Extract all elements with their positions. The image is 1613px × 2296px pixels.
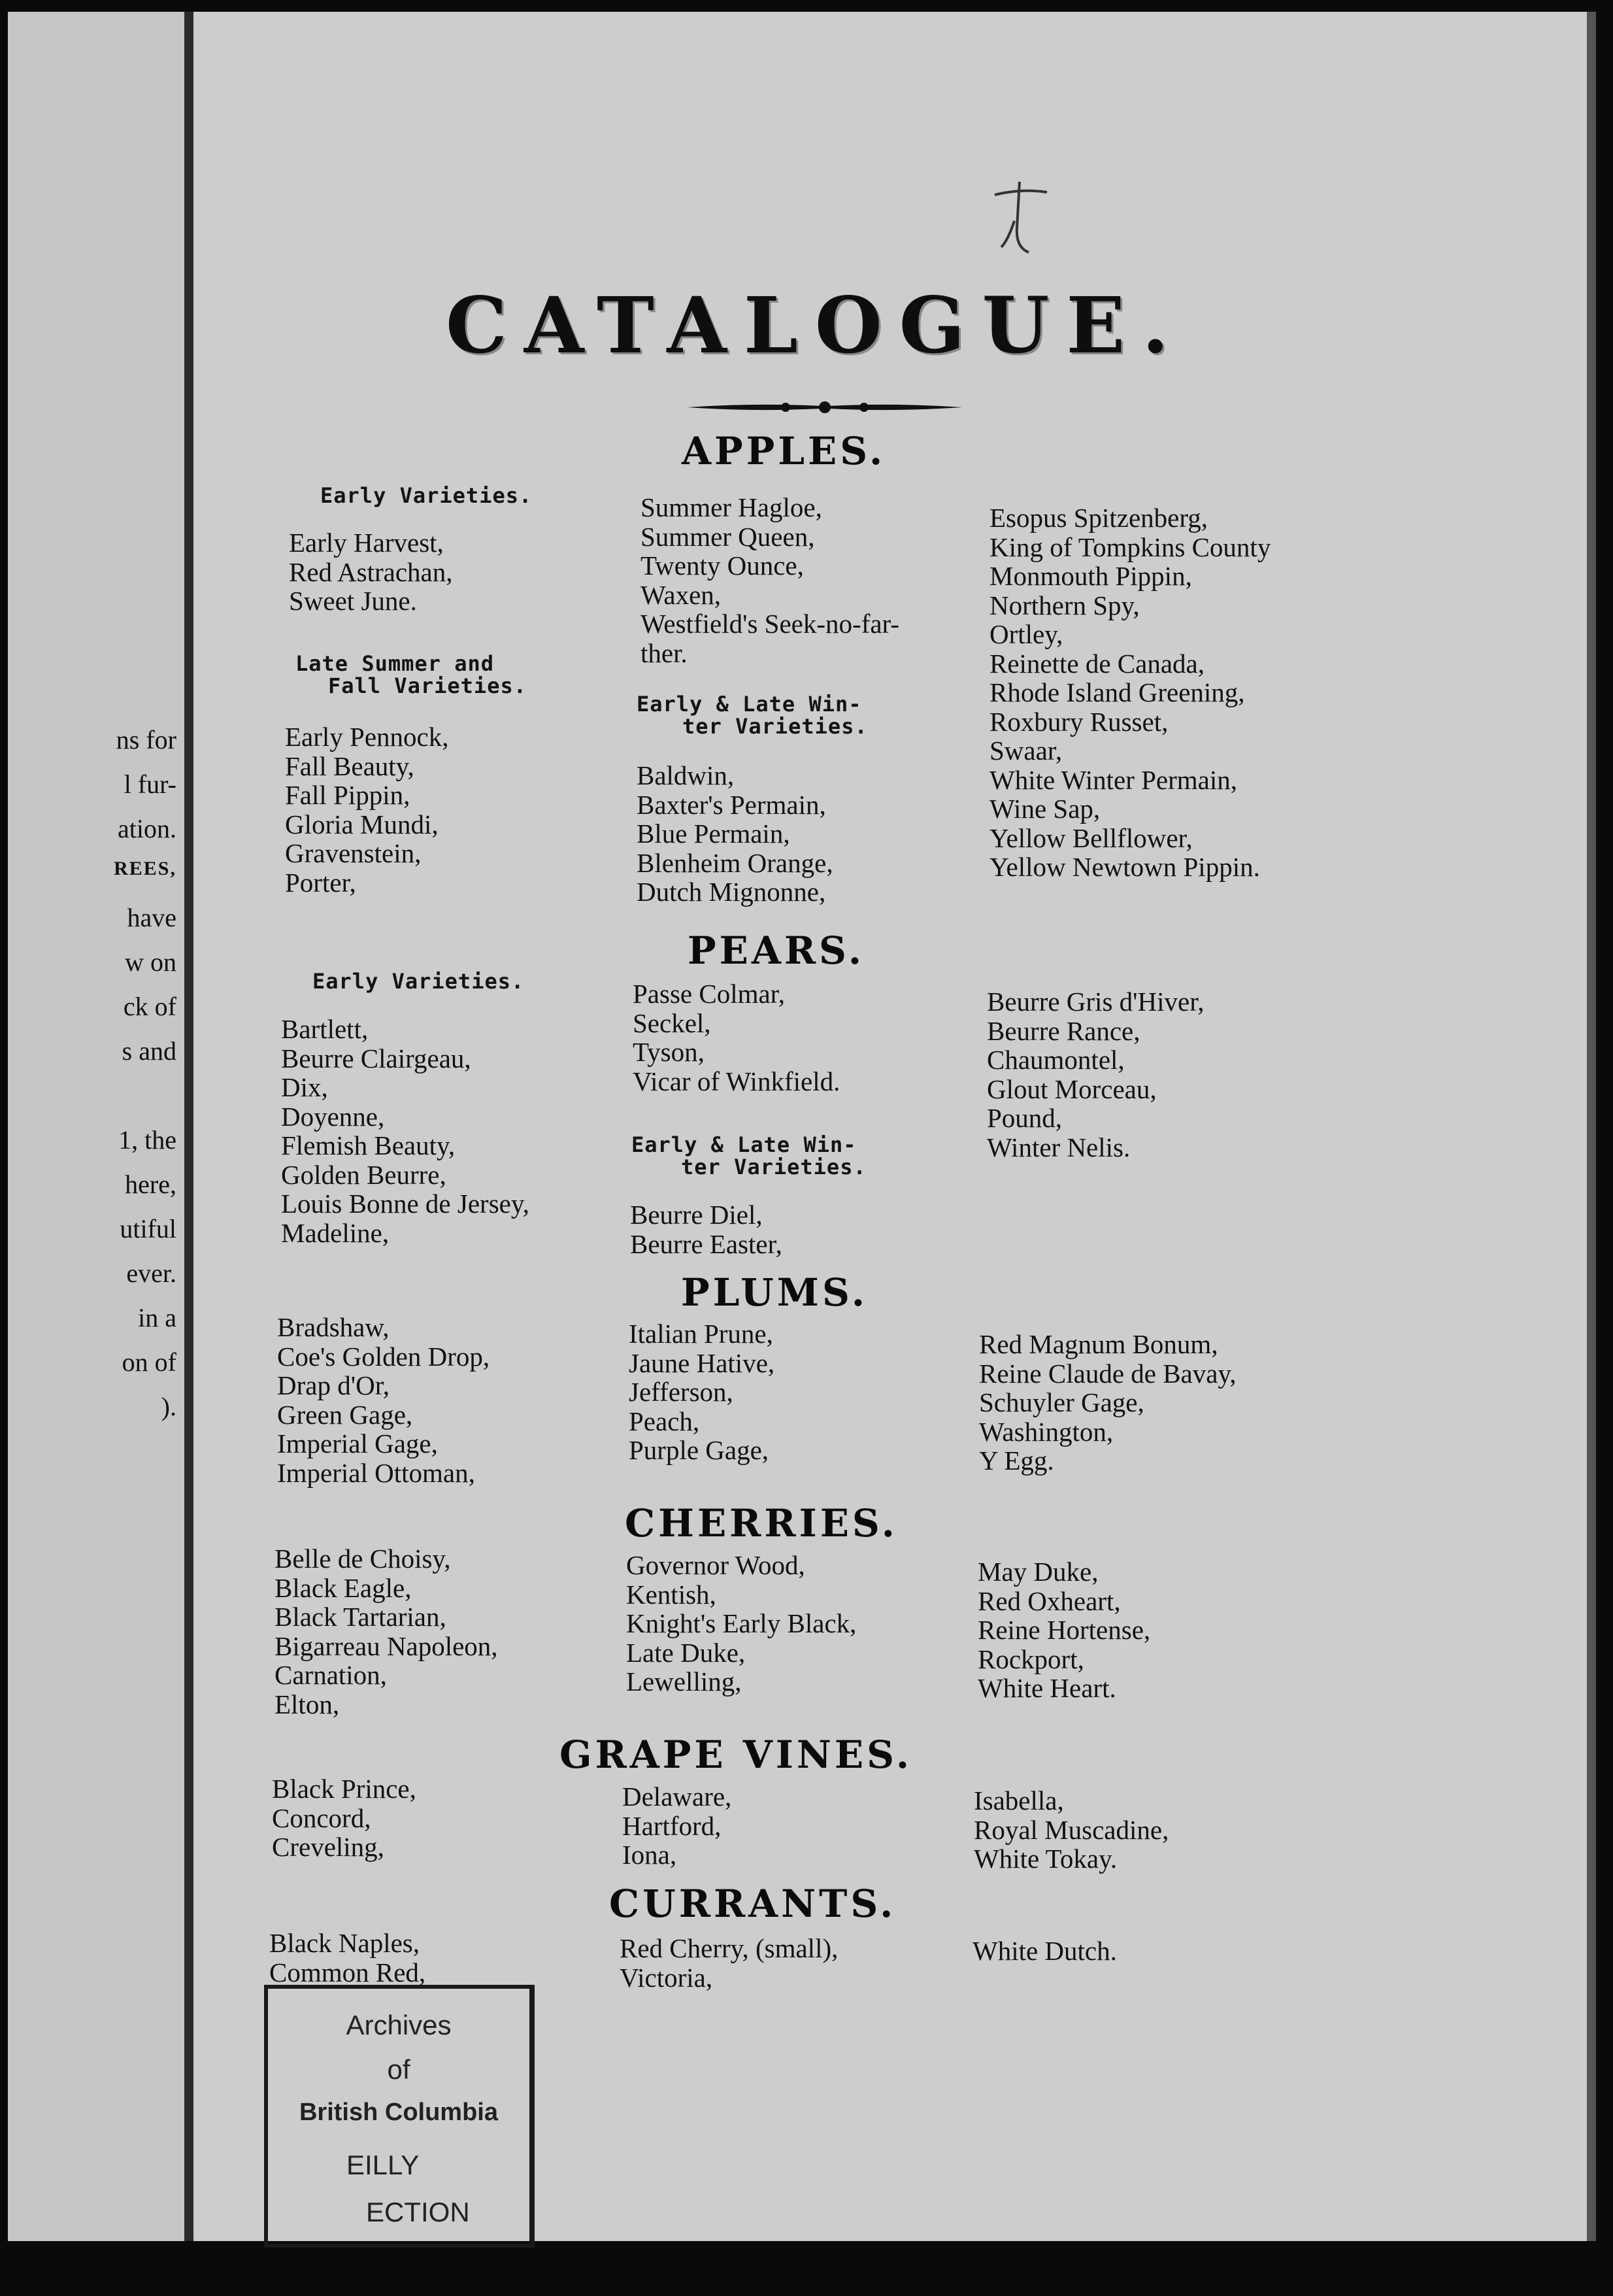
facing-page-text-fragment: ck of <box>123 992 176 1021</box>
currants-col2-list <box>620 1934 838 1992</box>
variety-item: Knight's Early Black, <box>626 1608 857 1638</box>
variety-item: Black Eagle, <box>274 1572 412 1603</box>
variety-item: Creveling, <box>272 1832 384 1862</box>
archive-stamp <box>264 1985 535 2248</box>
variety-item: Fall Pippin, <box>285 780 410 810</box>
variety-item: May Duke, <box>978 1557 1099 1587</box>
variety-item: Y Egg. <box>979 1445 1054 1476</box>
facing-page-text-fragment: REES, <box>114 858 176 879</box>
variety-item: Louis Bonne de Jersey, <box>281 1189 529 1219</box>
variety-item: Beurre Diel, <box>630 1200 763 1230</box>
facing-page-text-fragment: w on <box>125 947 176 977</box>
variety-item: Beurre Rance, <box>987 1015 1140 1046</box>
variety-item: White Tokay. <box>974 1844 1118 1874</box>
pears-col3-list <box>987 987 1205 1162</box>
grape-vines-heading: GRAPE VINES. <box>559 1732 913 1777</box>
variety-item: Iona, <box>622 1840 677 1870</box>
apples-col3-list <box>989 503 1271 882</box>
variety-item: ther. <box>640 637 688 668</box>
variety-item: Rockport, <box>978 1644 1084 1674</box>
variety-item: Bradshaw, <box>277 1312 390 1342</box>
variety-item: King of Tompkins County <box>989 532 1271 562</box>
variety-item: Wine Sap, <box>989 794 1101 824</box>
apples-heading: APPLES. <box>682 429 886 473</box>
variety-item: Yellow Newtown Pippin. <box>989 852 1260 882</box>
apples-winter-label-2: ter Varieties. <box>682 714 868 739</box>
currants-col1-list <box>269 1929 425 1987</box>
variety-item: Bigarreau Napoleon, <box>274 1630 498 1661</box>
variety-item: Vicar of Winkfield. <box>633 1066 840 1096</box>
facing-page-text-fragment: have <box>127 903 176 932</box>
variety-item: Reine Hortense, <box>978 1615 1151 1645</box>
page-gutter <box>184 12 193 2241</box>
variety-item: Black Tartarian, <box>274 1602 446 1632</box>
title-ornament <box>688 397 962 417</box>
grape-vines-col3-list <box>974 1786 1169 1874</box>
variety-item: Jefferson, <box>629 1377 733 1407</box>
currants-heading: CURRANTS. <box>609 1882 897 1926</box>
variety-item: Black Prince, <box>272 1774 416 1804</box>
variety-item: Elton, <box>274 1689 340 1719</box>
variety-item: Beurre Easter, <box>630 1228 782 1259</box>
stamp-line-5: ECTION <box>366 2197 470 2227</box>
variety-item: Victoria, <box>620 1962 713 1993</box>
variety-item: Carnation, <box>274 1660 387 1690</box>
variety-item: Northern Spy, <box>989 590 1140 620</box>
variety-item: Baldwin, <box>637 760 735 790</box>
facing-page-text-fragment: s and <box>122 1036 176 1066</box>
pears-winter-list <box>630 1200 782 1258</box>
variety-item: Isabella, <box>974 1785 1064 1815</box>
variety-item: Seckel, <box>633 1007 711 1038</box>
variety-item: Twenty Ounce, <box>640 550 804 581</box>
variety-item: Concord, <box>272 1802 371 1833</box>
stamp-line-4: EILLY <box>346 2150 420 2180</box>
variety-item: Red Magnum Bonum, <box>979 1329 1218 1359</box>
variety-item: Golden Beurre, <box>281 1159 446 1190</box>
grape-vines-col2-list <box>622 1782 731 1870</box>
variety-item: Coe's Golden Drop, <box>277 1341 490 1372</box>
plums-col3-list <box>979 1330 1237 1476</box>
variety-item: Peach, <box>629 1406 700 1436</box>
variety-item: Washington, <box>979 1416 1114 1447</box>
variety-item: Imperial Ottoman, <box>277 1457 475 1488</box>
variety-item: Sweet June. <box>289 586 417 616</box>
pears-heading: PEARS. <box>688 928 865 973</box>
variety-item: Chaumontel, <box>987 1045 1125 1075</box>
variety-item: Baxter's Permain, <box>637 789 826 820</box>
variety-item: Westfield's Seek-no-far- <box>640 609 900 639</box>
stamp-line-of: of <box>387 2054 410 2085</box>
variety-item: Red Oxheart, <box>978 1585 1121 1616</box>
variety-item: Monmouth Pippin, <box>989 561 1192 591</box>
variety-item: Glout Morceau, <box>987 1073 1157 1104</box>
variety-item: White Heart. <box>978 1673 1116 1703</box>
pears-col2-list <box>633 979 840 1096</box>
variety-item: Doyenne, <box>281 1101 385 1132</box>
cherries-col1-list <box>274 1544 498 1719</box>
facing-page-text-fragment: utiful <box>120 1214 176 1243</box>
variety-item: Kentish, <box>626 1579 716 1610</box>
grape-vines-col1-list <box>272 1774 416 1862</box>
variety-item: Esopus Spitzenberg, <box>989 503 1208 533</box>
variety-item: Bartlett, <box>281 1014 369 1044</box>
facing-page-text-fragment: on of <box>122 1347 176 1377</box>
facing-page-edge <box>8 12 184 2241</box>
cherries-col3-list <box>978 1557 1150 1703</box>
plums-col2-list <box>629 1319 774 1465</box>
pears-early-label: Early Varieties. <box>312 969 525 994</box>
pears-winter-label-1: Early & Late Win- <box>631 1132 857 1157</box>
variety-item: Swaar, <box>989 735 1063 766</box>
variety-item: Tyson, <box>633 1037 705 1067</box>
variety-item: Dix, <box>281 1072 328 1102</box>
variety-item: Ortley, <box>989 619 1063 649</box>
variety-item: Green Gage, <box>277 1399 413 1430</box>
variety-item: Summer Hagloe, <box>640 492 822 522</box>
plums-col1-list <box>277 1313 490 1487</box>
variety-item: Italian Prune, <box>629 1319 773 1349</box>
variety-item: Red Astrachan, <box>289 556 453 587</box>
apples-col2-list <box>640 493 899 667</box>
pencil-mark <box>982 175 1060 260</box>
currants-col3-list <box>973 1936 1117 1966</box>
variety-item: Pound, <box>987 1103 1063 1133</box>
variety-item: Porter, <box>285 867 356 898</box>
variety-item: Royal Muscadine, <box>974 1814 1169 1845</box>
variety-item: Roxbury Russet, <box>989 706 1169 737</box>
variety-item: Blenheim Orange, <box>637 847 833 878</box>
variety-item: Blue Permain, <box>637 819 790 849</box>
variety-item: Early Pennock, <box>285 722 449 752</box>
stamp-line-institution: British Columbia <box>299 2099 499 2126</box>
variety-item: White Dutch. <box>973 1936 1117 1966</box>
stamp-line-archives: Archives <box>346 2010 452 2040</box>
variety-item: Lewelling, <box>626 1666 742 1697</box>
variety-item: Drap d'Or, <box>277 1370 390 1400</box>
variety-item: Fall Beauty, <box>285 751 414 781</box>
facing-page-text-fragment: ns for <box>116 725 176 754</box>
variety-item: Delaware, <box>622 1781 732 1812</box>
variety-item: Rhode Island Greening, <box>989 677 1245 707</box>
apples-late-summer-list <box>285 722 448 897</box>
variety-item: Black Naples, <box>269 1928 420 1958</box>
variety-item: Passe Colmar, <box>633 979 785 1009</box>
variety-item: Early Harvest, <box>289 528 444 558</box>
variety-item: Waxen, <box>640 579 722 610</box>
variety-item: Dutch Mignonne, <box>637 877 826 907</box>
variety-item: Beurre Gris d'Hiver, <box>987 987 1205 1017</box>
variety-item: Winter Nelis. <box>987 1132 1131 1162</box>
variety-item: Imperial Gage, <box>277 1428 438 1459</box>
variety-item: Reine Claude de Bavay, <box>979 1358 1237 1389</box>
apples-early-list <box>289 528 452 616</box>
variety-item: Beurre Clairgeau, <box>281 1043 471 1073</box>
variety-item: Belle de Choisy, <box>274 1544 451 1574</box>
facing-page-text-fragment: here, <box>125 1170 176 1199</box>
variety-item: Jaune Hative, <box>629 1347 775 1378</box>
variety-item: Flemish Beauty, <box>281 1130 456 1160</box>
variety-item: Reinette de Canada, <box>989 648 1205 679</box>
facing-page-text-fragment: 1, the <box>118 1125 176 1155</box>
variety-item: Common Red, <box>269 1957 426 1987</box>
variety-item: Gravenstein, <box>285 838 422 868</box>
variety-item: Yellow Bellflower, <box>989 822 1193 853</box>
apples-late-summer-label-2: Fall Varieties. <box>328 673 527 698</box>
catalogue-page <box>8 12 1596 2241</box>
variety-item: Hartford, <box>622 1810 722 1841</box>
facing-page-text-fragment: l fur- <box>124 769 176 799</box>
variety-item: Governor Wood, <box>626 1550 805 1580</box>
facing-page-text-fragment: in a <box>138 1303 176 1332</box>
facing-page-text-fragment: ever. <box>126 1258 176 1288</box>
plums-heading: PLUMS. <box>681 1270 869 1315</box>
apples-winter-list <box>637 761 833 907</box>
variety-item: Gloria Mundi, <box>285 809 439 839</box>
page-title: CATALOGUE. <box>446 280 1186 371</box>
apples-winter-label-1: Early & Late Win- <box>637 692 862 717</box>
pears-winter-label-2: ter Varieties. <box>681 1155 867 1179</box>
pears-col1-list <box>281 1015 529 1247</box>
variety-item: White Winter Permain, <box>989 764 1238 795</box>
facing-page-text-fragment: ). <box>161 1392 176 1421</box>
apples-early-label: Early Varieties. <box>320 483 533 508</box>
cherries-col2-list <box>626 1551 856 1697</box>
variety-item: Purple Gage, <box>629 1435 769 1465</box>
variety-item: Summer Queen, <box>640 521 815 552</box>
variety-item: Schuyler Gage, <box>979 1387 1144 1417</box>
facing-page-text-fragment: ation. <box>118 814 176 843</box>
variety-item: Red Cherry, (small), <box>620 1933 839 1963</box>
apples-late-summer-label-1: Late Summer and <box>295 651 494 676</box>
page-right-edge <box>1587 12 1596 2241</box>
variety-item: Late Duke, <box>626 1637 746 1668</box>
variety-item: Madeline, <box>281 1217 390 1248</box>
cherries-heading: CHERRIES. <box>625 1501 898 1545</box>
